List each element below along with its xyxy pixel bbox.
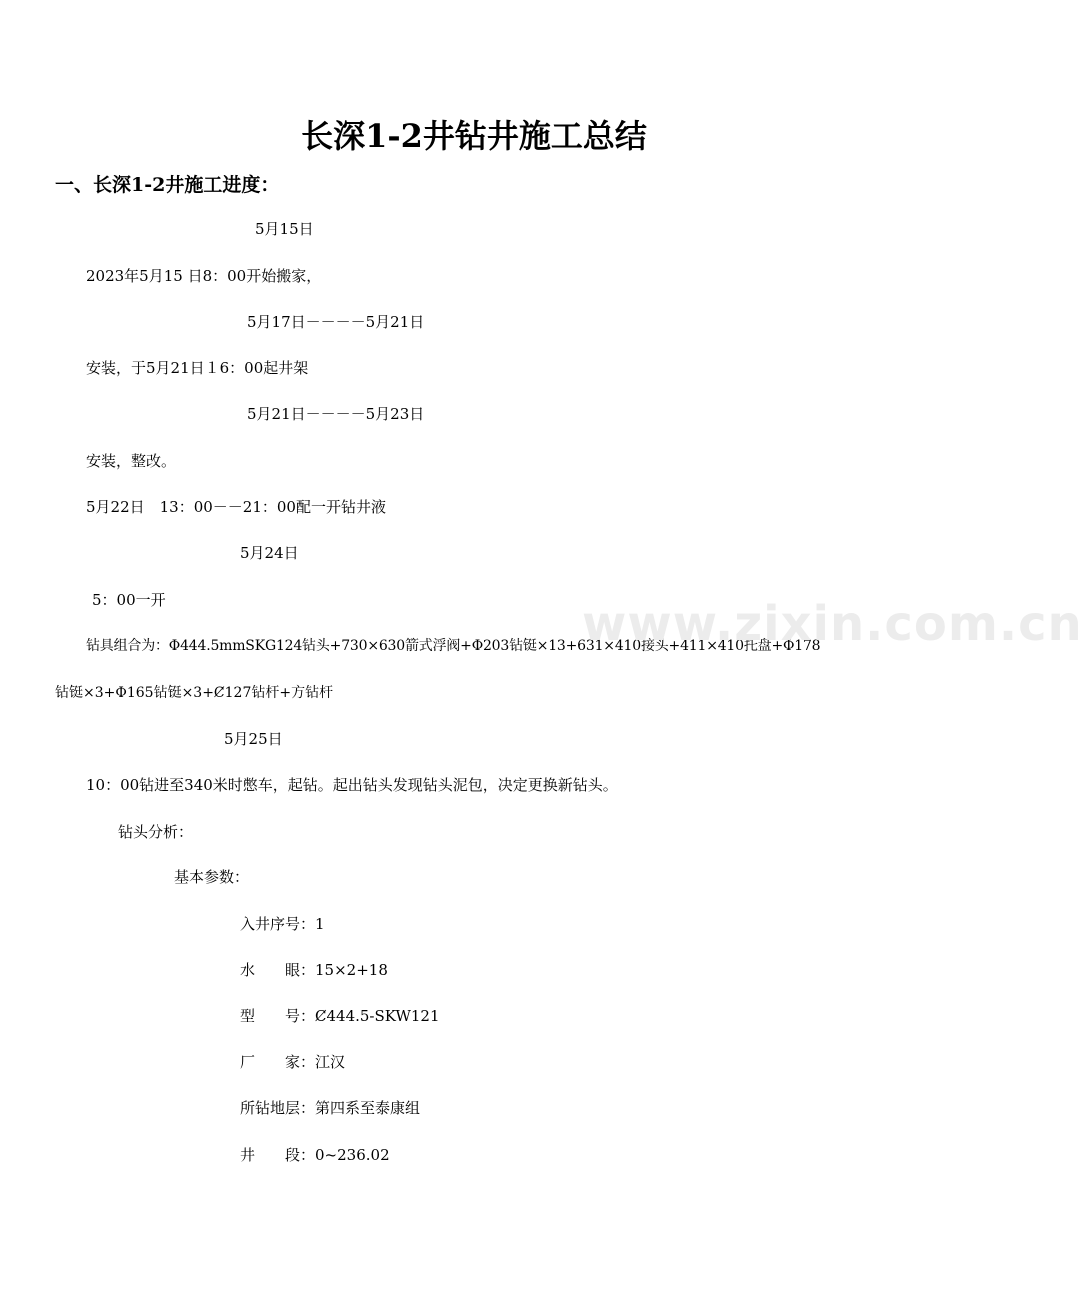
param-label: 厂 家： (240, 1053, 316, 1071)
progress-line: 10：00钻进至340米时憋车，起钻。起出钻头发现钻头泥包，决定更换新钻头。 (86, 776, 618, 794)
progress-line: 2023年5月15 日8：00开始搬家， (86, 267, 322, 285)
param-row (240, 1145, 390, 1165)
progress-line: 5月22日 13：00－－21：00配一开钻井液 (86, 498, 386, 516)
param-row (240, 1098, 420, 1118)
progress-line: 5：00一开 (92, 591, 166, 609)
param-label: 入井序号： (240, 915, 316, 933)
param-label: 井 段： (240, 1146, 316, 1164)
param-row (240, 1006, 440, 1026)
param-value: 0~236.02 (315, 1146, 390, 1164)
param-label: 所钻地层： (240, 1099, 316, 1117)
date-heading: 5月15日 (255, 220, 314, 238)
progress-line: 安装，整改。 (86, 452, 177, 470)
progress-line: 安装，于5月21日１6：00起井架 (86, 359, 309, 377)
param-label: 型 号： (240, 1007, 316, 1025)
document-title: 长深1-2井钻井施工总结 (301, 117, 647, 155)
param-label: 水 眼： (240, 961, 316, 979)
section-heading: 一、长深1-2井施工进度： (55, 174, 280, 196)
param-value: Ȼ444.5-SKW121 (315, 1007, 440, 1025)
date-heading: 5月17日－－－－5月21日 (247, 313, 425, 331)
param-row (240, 914, 325, 934)
date-heading: 5月25日 (224, 730, 283, 748)
basic-params-heading: 基本参数： (174, 868, 250, 886)
param-value: 江汉 (315, 1053, 346, 1071)
drill-assembly-line-1: 钻具组合为：Φ444.5mmSKG124钻头+730×630箭式浮阀+Φ203钻铤×13+631×410接头+411×410托盘+Φ178 (86, 638, 821, 654)
param-row (240, 960, 388, 980)
param-value: 第四系至泰康组 (315, 1099, 421, 1117)
param-row (240, 1052, 345, 1072)
date-heading: 5月21日－－－－5月23日 (247, 405, 425, 423)
bit-analysis-heading: 钻头分析： (118, 823, 194, 841)
param-value: 1 (315, 915, 325, 933)
param-value: 15×2+18 (315, 961, 388, 979)
watermark: www.zixin.com.cn (582, 596, 1083, 652)
drill-assembly-line-2: 钻铤×3+Φ165钻铤×3+Ȼ127钻杆+方钻杆 (55, 685, 334, 701)
date-heading: 5月24日 (240, 544, 299, 562)
